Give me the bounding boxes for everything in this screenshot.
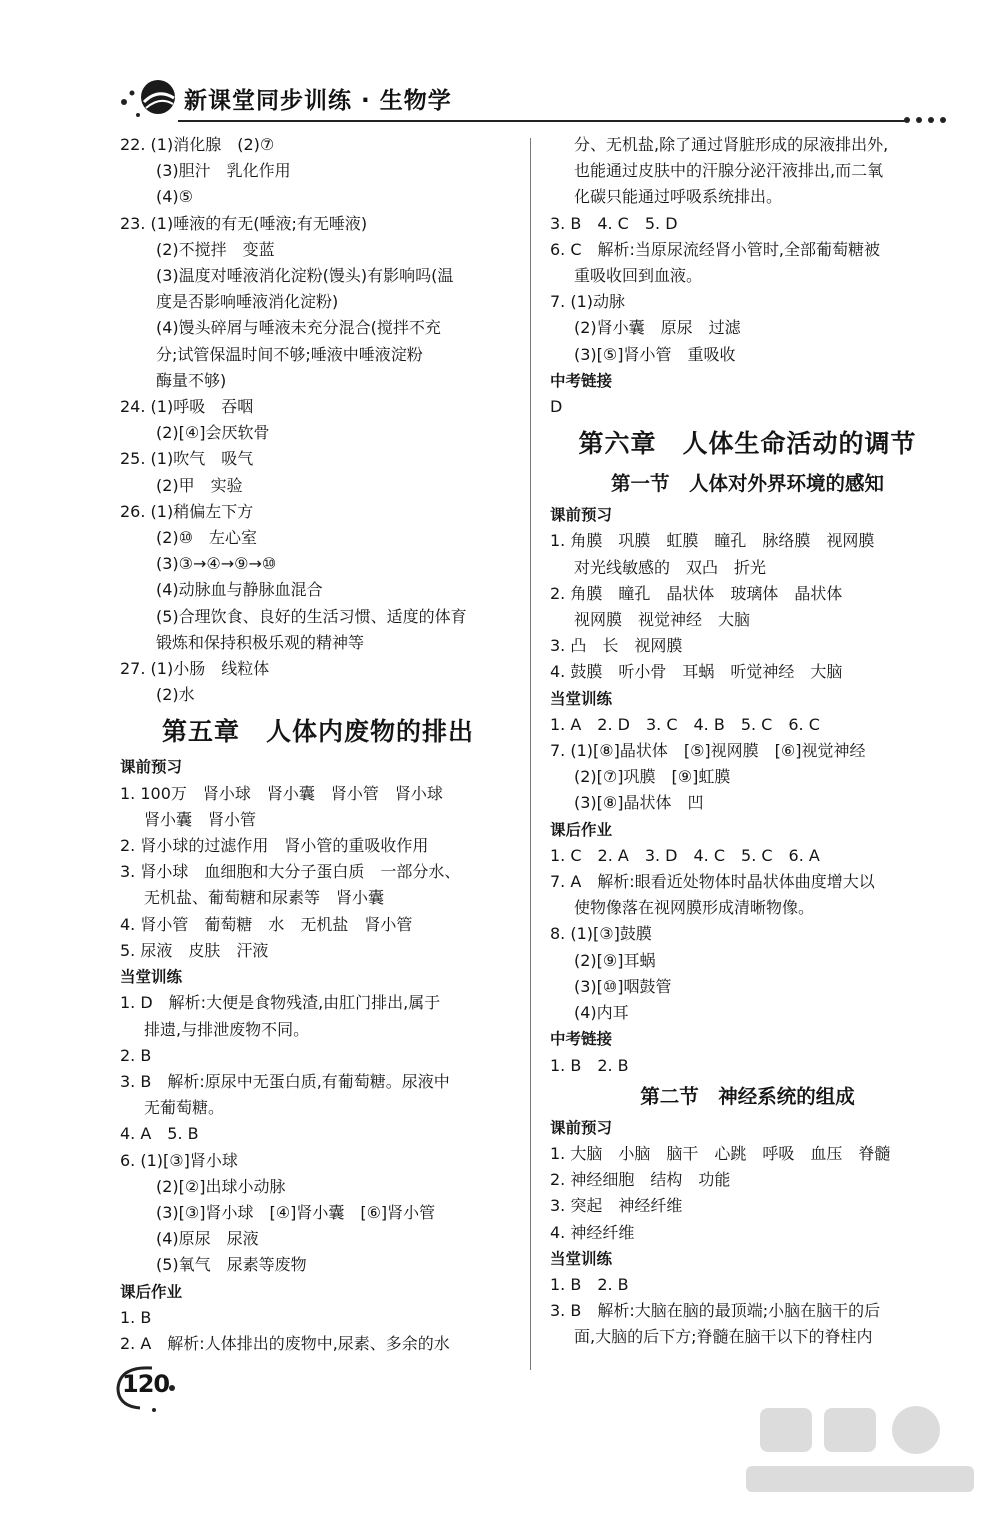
answer-line: 1. D 解析:大便是食物残渣,由肛门排出,属于 (120, 993, 441, 1013)
answer-line: (2)⑩ 左心室 (156, 528, 258, 548)
answer-line: 23. (1)唾液的有无(唾液;有无唾液) (120, 213, 368, 233)
answer-line: 肾小囊 肾小管 (144, 809, 257, 829)
answer-line: (4)内耳 (574, 1003, 629, 1023)
answer-line: 2. 角膜 瞳孔 晶状体 玻璃体 晶状体 (550, 583, 843, 603)
answer-line: 3. 凸 长 视网膜 (550, 636, 683, 656)
left-column (120, 132, 516, 1357)
answer-line: 度是否影响唾液消化淀粉) (156, 292, 339, 312)
right-column (550, 132, 945, 1351)
section-label: 课后作业 (120, 1282, 183, 1301)
watermark-graphic (740, 1400, 980, 1500)
book-logo-icon (118, 72, 182, 122)
answer-line: 22. (1)消化腺 (2)⑦ (120, 135, 275, 154)
answer-line: 7. (1)动脉 (550, 292, 626, 312)
answer-line: 3. B 4. C 5. D (550, 213, 678, 233)
answer-line: 2. 肾小球的过滤作用 肾小管的重吸收作用 (120, 836, 429, 856)
answer-line: 化碳只能通过呼吸系统排出。 (574, 187, 783, 207)
answer-line: (3)[⑤]肾小管 重吸收 (574, 344, 736, 364)
answer-line: (3)[⑩]咽鼓管 (574, 976, 672, 996)
answer-line: 7. (1)[⑧]晶状体 [⑤]视网膜 [⑥]视觉神经 (550, 741, 866, 761)
answer-line: 视网膜 视觉神经 大脑 (574, 610, 751, 630)
page-header (118, 72, 948, 132)
answer-line: (4)动脉血与静脉血混合 (156, 580, 323, 600)
answer-line: (4)原尿 尿液 (156, 1229, 259, 1249)
answer-line: 1. A 2. D 3. C 4. B 5. C 6. C (550, 714, 820, 734)
answer-line: (4)馒头碎屑与唾液未充分混合(搅拌不充 (156, 318, 441, 338)
answer-line: (2)不搅拌 变蓝 (156, 239, 275, 259)
answer-line: (2)[④]会厌软骨 (156, 423, 270, 443)
section-heading: 第二节 神经系统的组成 (640, 1084, 855, 1108)
answer-line: 1. C 2. A 3. D 4. C 5. C 6. A (550, 845, 820, 865)
section-label: 课前预习 (550, 1118, 613, 1137)
answer-line: (2)[⑨]耳蜗 (574, 950, 656, 970)
section-label: 课后作业 (550, 820, 613, 839)
answer-line: 3. B 解析:原尿中无蛋白质,有葡萄糖。尿液中 (120, 1071, 450, 1091)
page-number-badge (112, 1362, 182, 1418)
answer-line: (2)甲 实验 (156, 475, 243, 495)
answer-line: (2)肾小囊 原尿 过滤 (574, 318, 741, 338)
answer-line: 4. 鼓膜 听小骨 耳蜗 听觉神经 大脑 (550, 662, 843, 682)
header-rule (178, 120, 906, 122)
section-label: 课前预习 (550, 506, 613, 525)
answer-line: 25. (1)吹气 吸气 (120, 449, 254, 469)
answer-line: D (550, 397, 563, 417)
answer-line: 也能通过皮肤中的汗腺分泌汗液排出,而二氧 (574, 161, 884, 181)
answer-line: 1. B 2. B (550, 1274, 629, 1294)
answer-line: 6. C 解析:当原尿流经肾小管时,全部葡萄糖被 (550, 239, 881, 259)
answer-line: 1. 大脑 小脑 脑干 心跳 呼吸 血压 脊髓 (550, 1143, 891, 1163)
answer-line: 使物像落在视网膜形成清晰物像。 (574, 898, 815, 918)
answer-line: 无机盐、葡萄糖和尿素等 肾小囊 (144, 888, 385, 908)
answer-line: (5)合理饮食、良好的生活习惯、适度的体育 (156, 606, 467, 626)
answer-line: (2)[⑦]巩膜 [⑨]虹膜 (574, 767, 731, 787)
answer-line: (3)胆汁 乳化作用 (156, 161, 291, 181)
chapter-heading: 第六章 人体生命活动的调节 (578, 429, 917, 459)
answer-line: (5)氧气 尿素等废物 (156, 1255, 307, 1275)
answer-line: 8. (1)[③]鼓膜 (550, 924, 652, 944)
answer-line: 1. 角膜 巩膜 虹膜 瞳孔 脉络膜 视网膜 (550, 531, 875, 551)
answer-line: 2. B (120, 1045, 152, 1065)
header-title: 新课堂同步训练 · 生物学 (184, 88, 452, 114)
answer-line: (2)[②]出球小动脉 (156, 1176, 286, 1196)
answer-line: (3)[③]肾小球 [④]肾小囊 [⑥]肾小管 (156, 1202, 436, 1222)
answer-line: 1. B (120, 1307, 152, 1327)
answer-line: 无葡萄糖。 (144, 1098, 225, 1118)
answer-line: 26. (1)稍偏左下方 (120, 501, 254, 521)
answer-line: 6. (1)[③]肾小球 (120, 1150, 238, 1170)
answer-line: 4. A 5. B (120, 1124, 199, 1144)
chapter-heading: 第五章 人体内废物的排出 (161, 717, 474, 747)
answer-line: 对光线敏感的 双凸 折光 (574, 557, 767, 577)
answer-line: 分;试管保温时间不够;唾液中唾液淀粉 (156, 344, 423, 364)
section-label: 中考链接 (550, 371, 613, 390)
answer-line: (3)③→④→⑨→⑩ (156, 554, 277, 574)
answer-line: 1. B 2. B (550, 1055, 629, 1075)
answer-line: 7. A 解析:眼看近处物体时晶状体曲度增大以 (550, 872, 875, 892)
answer-line: 分、无机盐,除了通过肾脏形成的尿液排出外, (574, 135, 889, 154)
answer-line: 24. (1)呼吸 吞咽 (120, 397, 254, 417)
answer-line: (2)水 (156, 685, 195, 705)
answer-line: 2. A 解析:人体排出的废物中,尿素、多余的水 (120, 1333, 450, 1353)
section-label: 中考链接 (550, 1030, 613, 1049)
answer-line: (3)[⑧]晶状体 凹 (574, 793, 704, 813)
section-label: 当堂训练 (550, 689, 613, 708)
section-label: 当堂训练 (120, 968, 183, 987)
page-number: 120 (122, 1370, 170, 1398)
answer-line: 重吸收回到血液。 (574, 266, 703, 286)
answer-line: 5. 尿液 皮肤 汗液 (120, 940, 269, 960)
answer-line: 面,大脑的后下方;脊髓在脑干以下的脊柱内 (574, 1327, 873, 1347)
answer-line: 4. 神经纤维 (550, 1222, 635, 1242)
answer-line: (4)⑤ (156, 187, 194, 207)
section-label: 当堂训练 (550, 1249, 613, 1268)
answer-line: 2. 神经细胞 结构 功能 (550, 1170, 731, 1190)
answer-line: 3. 肾小球 血细胞和大分子蛋白质 一部分水、 (120, 862, 461, 882)
answer-line: 1. 100万 肾小球 肾小囊 肾小管 肾小球 (120, 783, 443, 803)
section-label: 课前预习 (120, 758, 183, 777)
answer-line: 3. B 解析:大脑在脑的最顶端;小脑在脑干的后 (550, 1301, 881, 1321)
answer-line: 锻炼和保持积极乐观的精神等 (156, 632, 365, 652)
answer-line: (3)温度对唾液消化淀粉(馒头)有影响吗(温 (156, 266, 454, 286)
answer-line: 27. (1)小肠 线粒体 (120, 659, 270, 679)
section-heading: 第一节 人体对外界环境的感知 (610, 472, 884, 496)
answer-line: 4. 肾小管 葡萄糖 水 无机盐 肾小管 (120, 914, 413, 934)
answer-line: 3. 突起 神经纤维 (550, 1196, 683, 1216)
answer-line: 排遗,与排泄废物不同。 (144, 1019, 310, 1039)
answer-line: 酶量不够) (156, 370, 227, 390)
column-divider (530, 138, 531, 1370)
header-dots (902, 110, 948, 130)
